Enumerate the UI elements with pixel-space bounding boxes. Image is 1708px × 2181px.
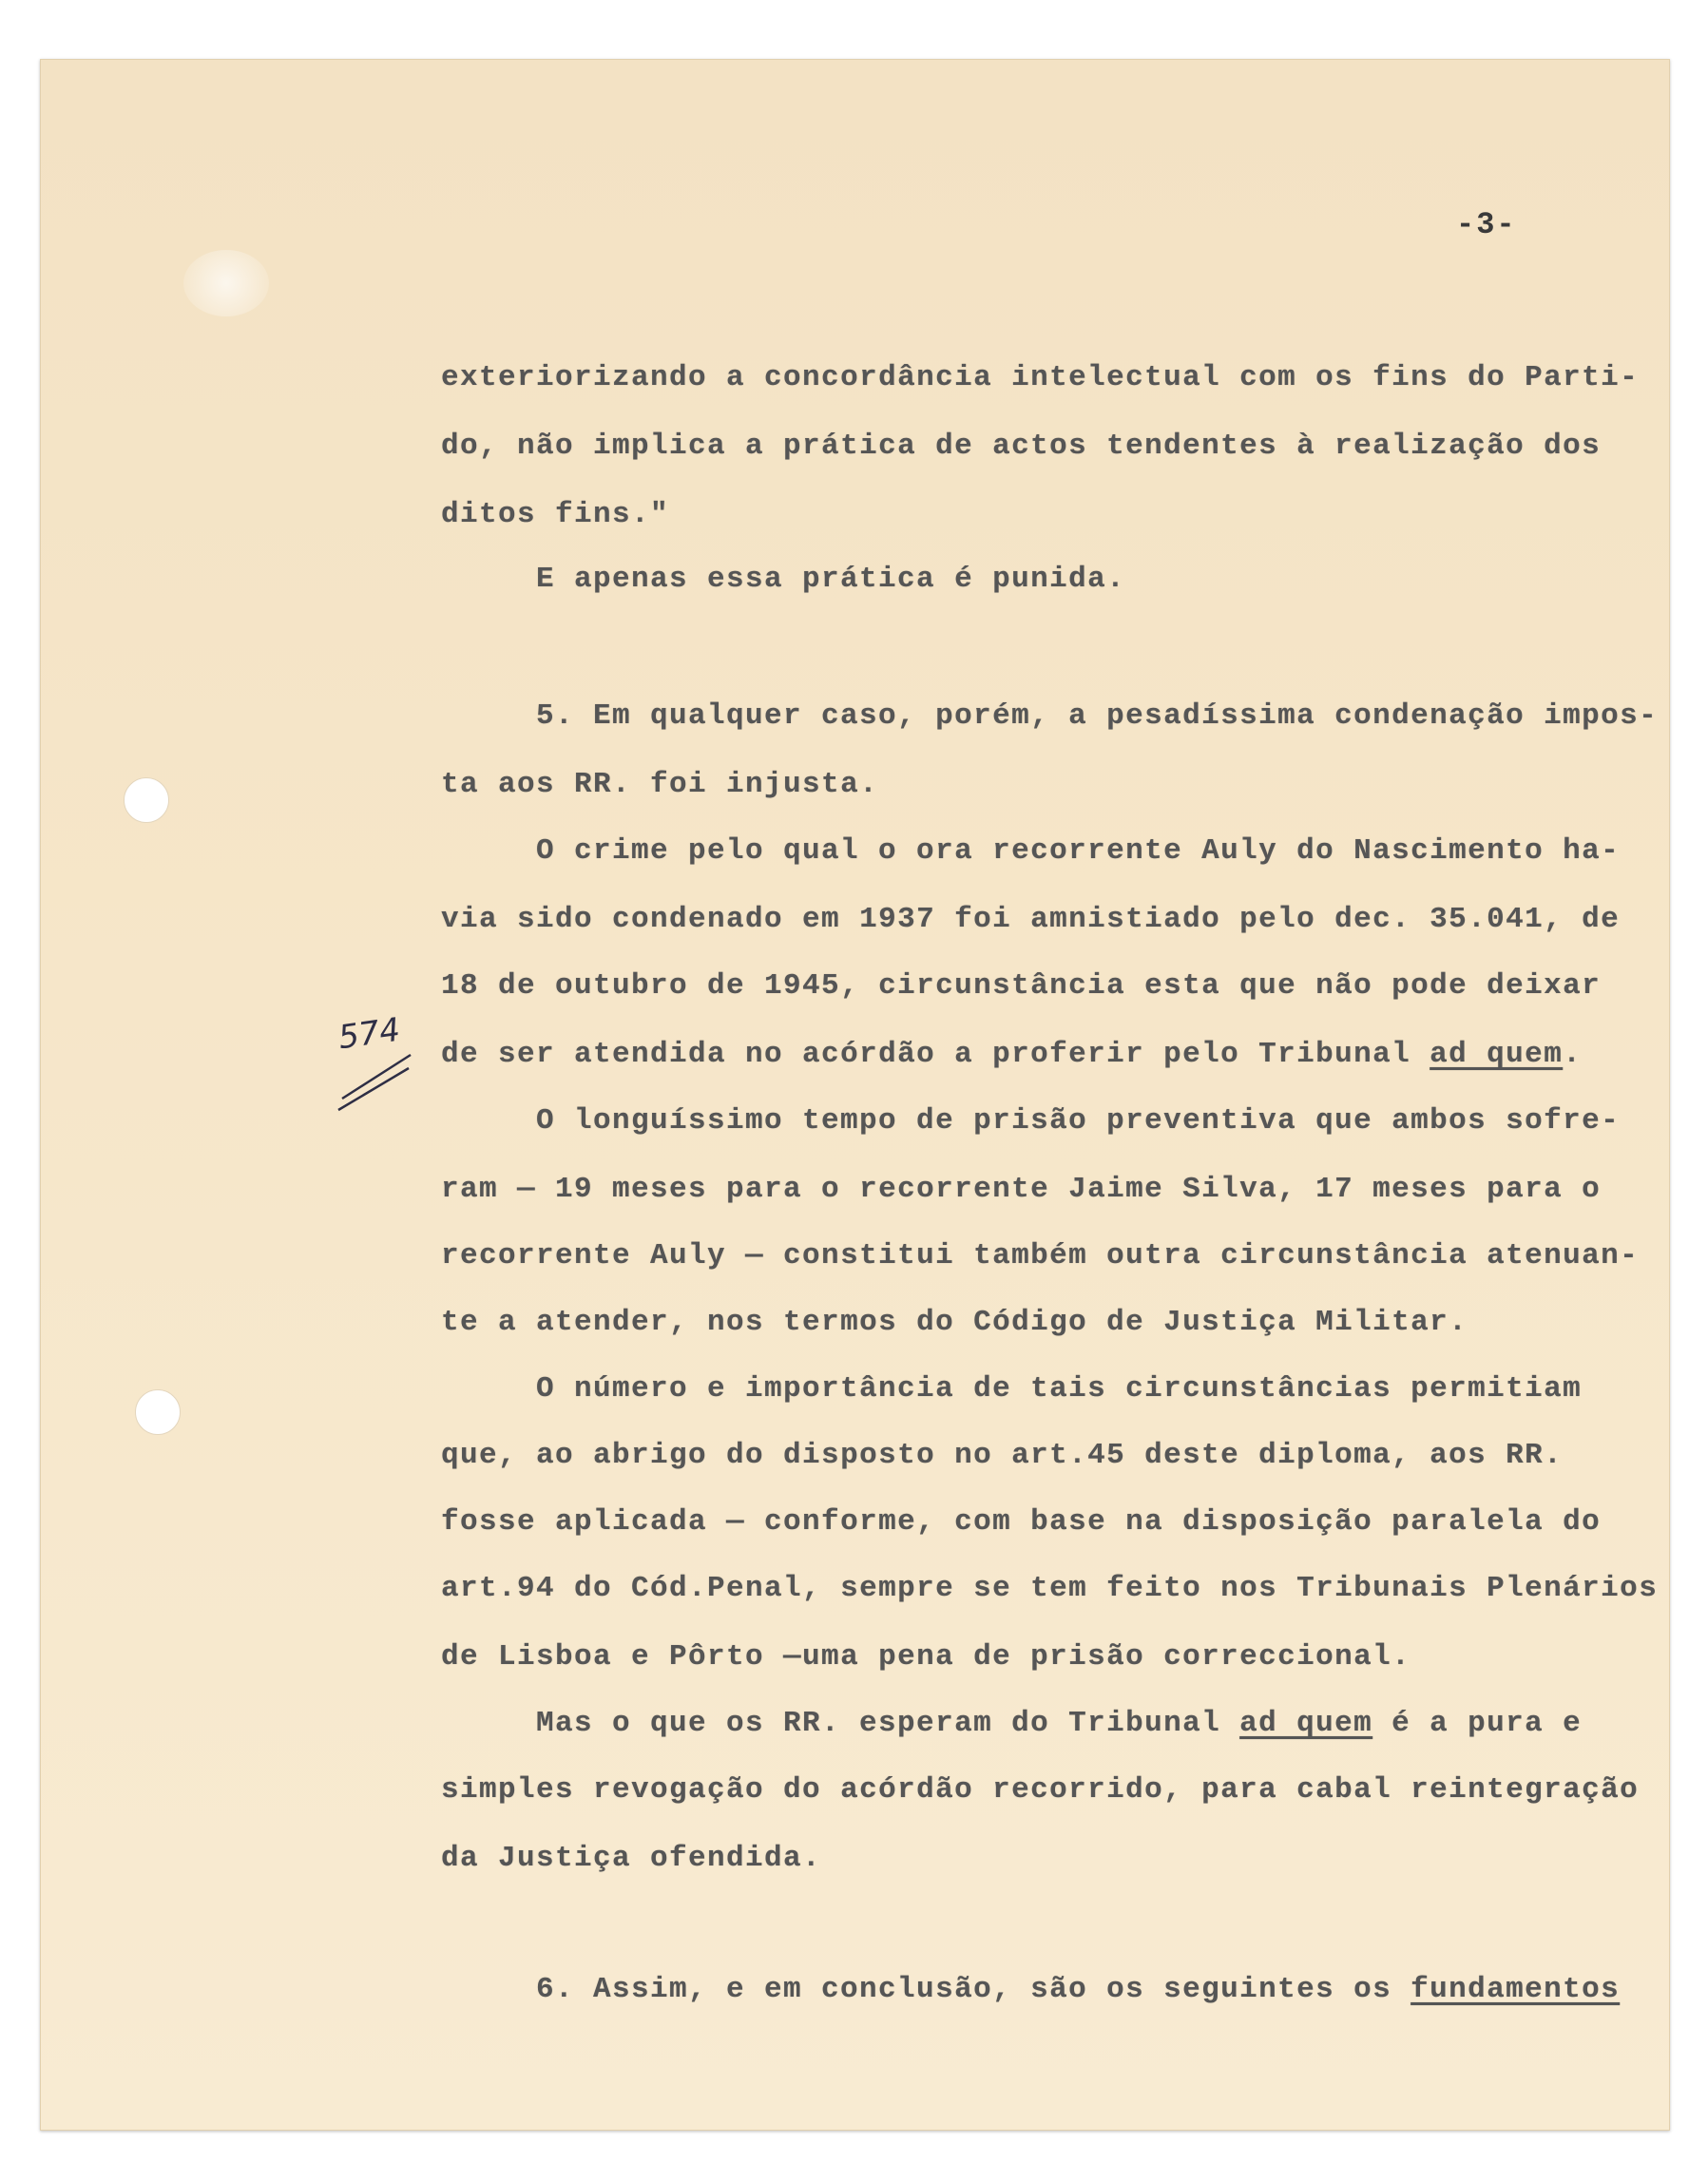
text-line: art.94 do Cód.Penal, sempre se tem feito nos Tribunais Plenários — [441, 1572, 1659, 1605]
underlined-term: fundamentos — [1411, 1973, 1621, 2006]
text-line: de Lisboa e Pôrto —uma pena de prisão correccional. — [441, 1640, 1411, 1674]
page-number: -3- — [1456, 207, 1517, 242]
text-line: que, ao abrigo do disposto no art.45 deste diploma, aos RR. — [441, 1439, 1564, 1472]
margin-note-number: 574 — [336, 1010, 403, 1058]
text-line: exteriorizando a concordância intelectual com os fins do Parti- — [441, 361, 1640, 394]
text-line: 18 de outubro de 1945, circunstância esta que não pode deixar — [441, 969, 1602, 1003]
text-line: 5. Em qualquer caso, porém, a pesadíssima condenação impos- — [536, 699, 1659, 733]
underlined-term: ad quem — [1430, 1038, 1564, 1071]
text-line: ta aos RR. foi injusta. — [441, 768, 879, 801]
double-stroke-mark — [335, 1015, 420, 1112]
text-line: da Justiça ofendida. — [441, 1842, 822, 1875]
text-line: O crime pelo qual o ora recorrente Auly do Nascimento ha- — [536, 834, 1621, 868]
text-line: via sido condenado em 1937 foi amnistiado pelo dec. 35.041, de — [441, 903, 1621, 936]
punch-hole — [124, 777, 169, 823]
paper-stain — [183, 250, 269, 316]
text-line: 6. Assim, e em conclusão, são os seguintes os fundamentos — [536, 1973, 1621, 2006]
text-line: O número e importância de tais circunstâncias permitiam — [536, 1372, 1583, 1406]
text-line: te a atender, nos termos do Código de Justiça Militar. — [441, 1306, 1468, 1339]
text-line: simples revogação do acórdão recorrido, para cabal reintegração — [441, 1773, 1640, 1807]
text-line: O longuíssimo tempo de prisão preventiva que ambos sofre- — [536, 1104, 1621, 1138]
text-line: E apenas essa prática é punida. — [536, 563, 1126, 596]
text-line: ram — 19 meses para o recorrente Jaime Silva, 17 meses para o — [441, 1173, 1602, 1206]
handwritten-margin-note — [335, 1010, 420, 1112]
underlined-term: ad quem — [1239, 1707, 1373, 1740]
text-line: do, não implica a prática de actos tendentes à realização dos — [441, 430, 1602, 463]
text-line: fosse aplicada — conforme, com base na disposição paralela do — [441, 1505, 1602, 1539]
text-line: de ser atendida no acórdão a proferir pelo Tribunal ad quem. — [441, 1038, 1583, 1071]
text-line: recorrente Auly — constitui também outra circunstância atenuan- — [441, 1239, 1640, 1272]
text-line: Mas o que os RR. esperam do Tribunal ad quem é a pura e — [536, 1707, 1583, 1740]
text-line: ditos fins." — [441, 498, 670, 531]
punch-hole — [135, 1389, 181, 1435]
